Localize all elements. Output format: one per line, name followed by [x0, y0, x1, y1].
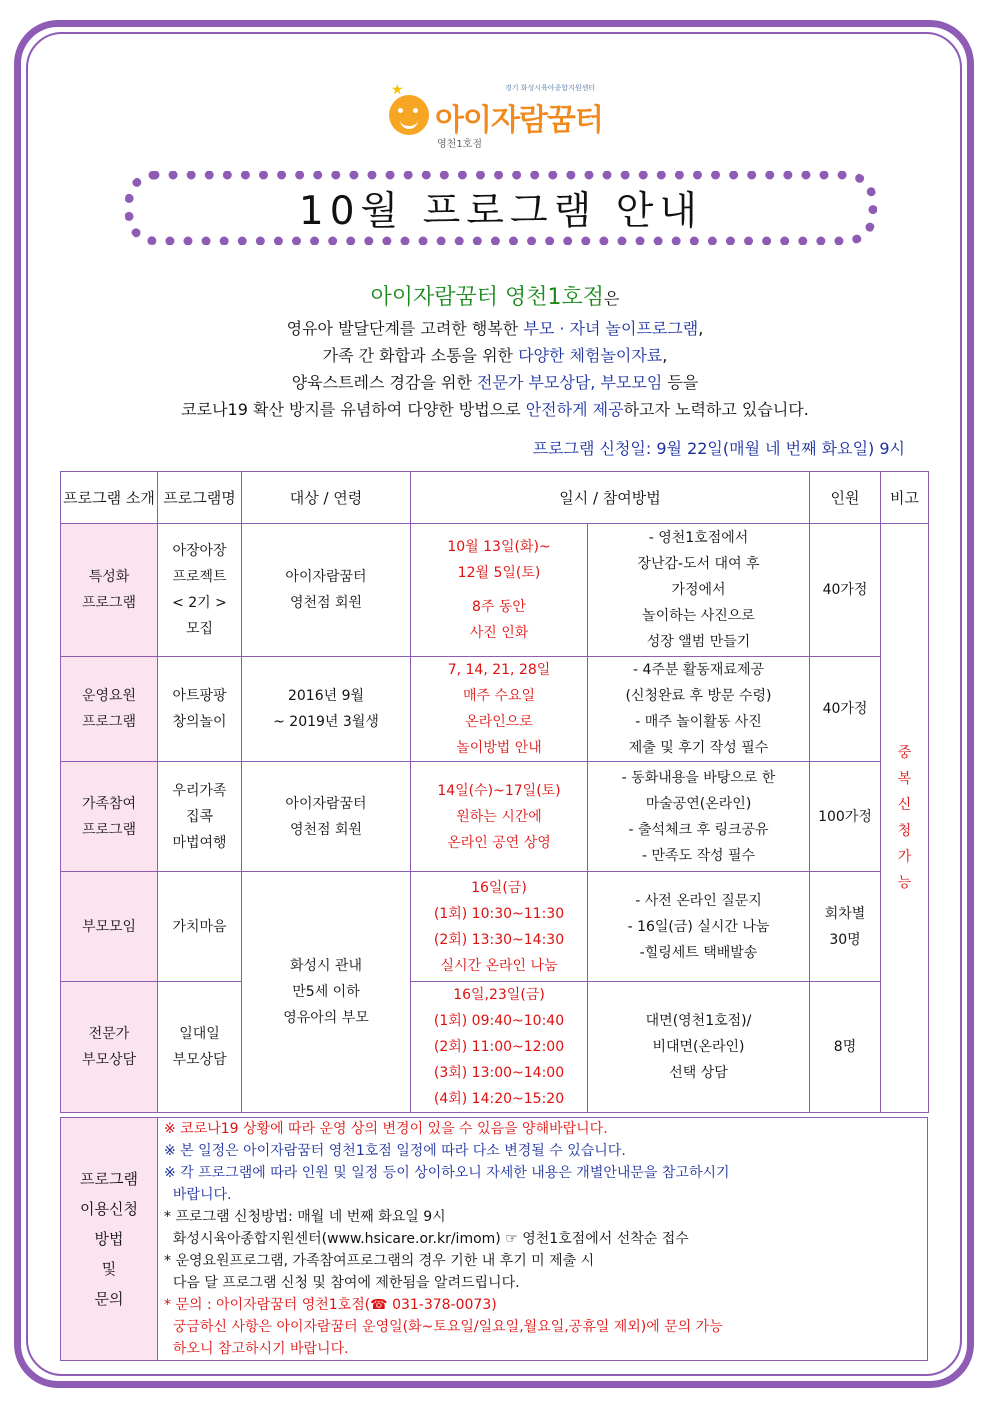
smile-face-icon	[389, 95, 429, 135]
notice-line: ※ 코로나19 상황에 따라 운영 상의 변경이 있을 수 있음을 양해바랍니다.	[164, 1121, 608, 1137]
notice-line: ※ 각 프로그램에 따라 인원 및 일정 등이 상이하오니 자세한 내용은 개별안내문을 참고하시기	[164, 1165, 730, 1181]
title-box	[125, 171, 877, 245]
header-note: 비고	[881, 472, 929, 524]
table-header-row	[61, 472, 929, 524]
notice-line: 궁금하신 사항은 아이자람꿈터 운영일(화~토요일/일요일,월요일,공휴일 제외)에 문의 가능	[164, 1319, 723, 1335]
note-vertical: 중 복 신 청 가 능	[881, 524, 929, 1113]
notice-table	[60, 1117, 928, 1361]
notice-line: 다음 달 프로그램 신청 및 참여에 제한됨을 알려드립니다.	[164, 1275, 520, 1291]
notice-line: * 프로그램 신청방법: 매월 네 번째 화요일 9시	[164, 1209, 446, 1225]
table-row: 가족참여 프로그램 우리가족 집콕 마법여행 아이자람꿈터 영천점 회원 14일(수)~17일(토) 원하는 시간에 온라인 공연 상영 - 동화내용을 바탕으로 한 마술공연(온라인) - 출석체크 후 링크공유 - 만족도 작성 필수 100가정	[61, 762, 929, 872]
logo	[385, 83, 615, 153]
intro-text: 아이자람꿈터 영천1호점은 영유아 발달단계를 고려한 행복한 부모 · 자녀 놀이프로그램, 가족 간 화합과 소통을 위한 다양한 체험놀이자료, 양육스트레스 경감을 위한 전문가 부모상담, 부모모임 등을 코로나19 확산 방지를 유념하여 다양한 방법으로 안전하게 제공하고자 노력하고 있습니다.	[181, 285, 809, 419]
star-icon: ★	[391, 82, 404, 98]
notice-line: 하오니 참고하시기 바랍니다.	[164, 1341, 349, 1357]
intro-brand: 아이자람꿈터 영천1호점	[370, 285, 605, 310]
logo-name: 아이자람꿈터	[435, 103, 603, 138]
logo-org: 경기 화성시육아종합지원센터	[505, 84, 596, 92]
table-row: 부모모임 가치마음 화성시 관내 만5세 이하 영유아의 부모 16일(금) (1회) 10:30~11:30 (2회) 13:30~14:30 실시간 온라인 나눔 - 사전 온라인 질문지 - 16일(금) 실시간 나눔 -힐링세트 택배발송 회차별 30명	[61, 872, 929, 982]
header-schedule: 일시 / 참여방법	[411, 472, 810, 524]
notice-label: 프로그램 이용신청 방법 및 문의	[61, 1118, 158, 1361]
table-row: 운영요원 프로그램 아트팡팡 창의놀이 2016년 9월 ~ 2019년 3월생 7, 14, 21, 28일 매주 수요일 온라인으로 놀이방법 안내 - 4주분 활동재료제공 (신청완료 후 방문 수령) - 매주 놀이활동 사진 제출 및 후기 작성 필수 40가정	[61, 657, 929, 762]
header-intro: 프로그램 소개	[61, 472, 158, 524]
header-name: 프로그램명	[158, 472, 242, 524]
notice-line: 화성시육아종합지원센터(www.hsicare.or.kr/imom) ☞ 영천1호점에서 선착순 접수	[164, 1231, 689, 1247]
notice-line: ※ 본 일정은 아이자람꿈터 영천1호점 일정에 따라 다소 변경될 수 있습니다.	[164, 1143, 626, 1159]
table-row: 특성화 프로그램 아장아장 프로젝트 < 2기 > 모집 아이자람꿈터 영천점 회원 10월 13일(화)~ 12월 5일(토) 8주 동안 사진 인화 - 영천1호점에서 장난감-도서 대여 후 가정에서 놀이하는 사진으로 성장 앨범 만들기 40가정 중 복 신 청 가 능	[61, 524, 929, 657]
notice-line: 바랍니다.	[164, 1187, 232, 1203]
page-title: 10월 프로그램 안내	[298, 189, 704, 234]
header-target: 대상 / 연령	[242, 472, 411, 524]
program-table	[60, 471, 929, 1113]
notice-line: * 운영요원프로그램, 가족참여프로그램의 경우 기한 내 후기 미 제출 시	[164, 1253, 595, 1269]
apply-date: 프로그램 신청일: 9월 22일(매월 네 번째 화요일) 9시	[532, 439, 905, 458]
notice-body	[158, 1118, 928, 1361]
logo-branch: 영천1호점	[437, 139, 483, 150]
table-row: 전문가 부모상담 일대일 부모상담 16일,23일(금) (1회) 09:40~10:40 (2회) 11:00~12:00 (3회) 13:00~14:00 (4회) 14:20~15:20 대면(영천1호점)/ 비대면(온라인) 선택 상담 8명	[61, 982, 929, 1113]
notice-line: * 문의 : 아이자람꿈터 영천1호점(☎ 031-378-0073)	[164, 1297, 497, 1313]
header-people: 인원	[810, 472, 881, 524]
